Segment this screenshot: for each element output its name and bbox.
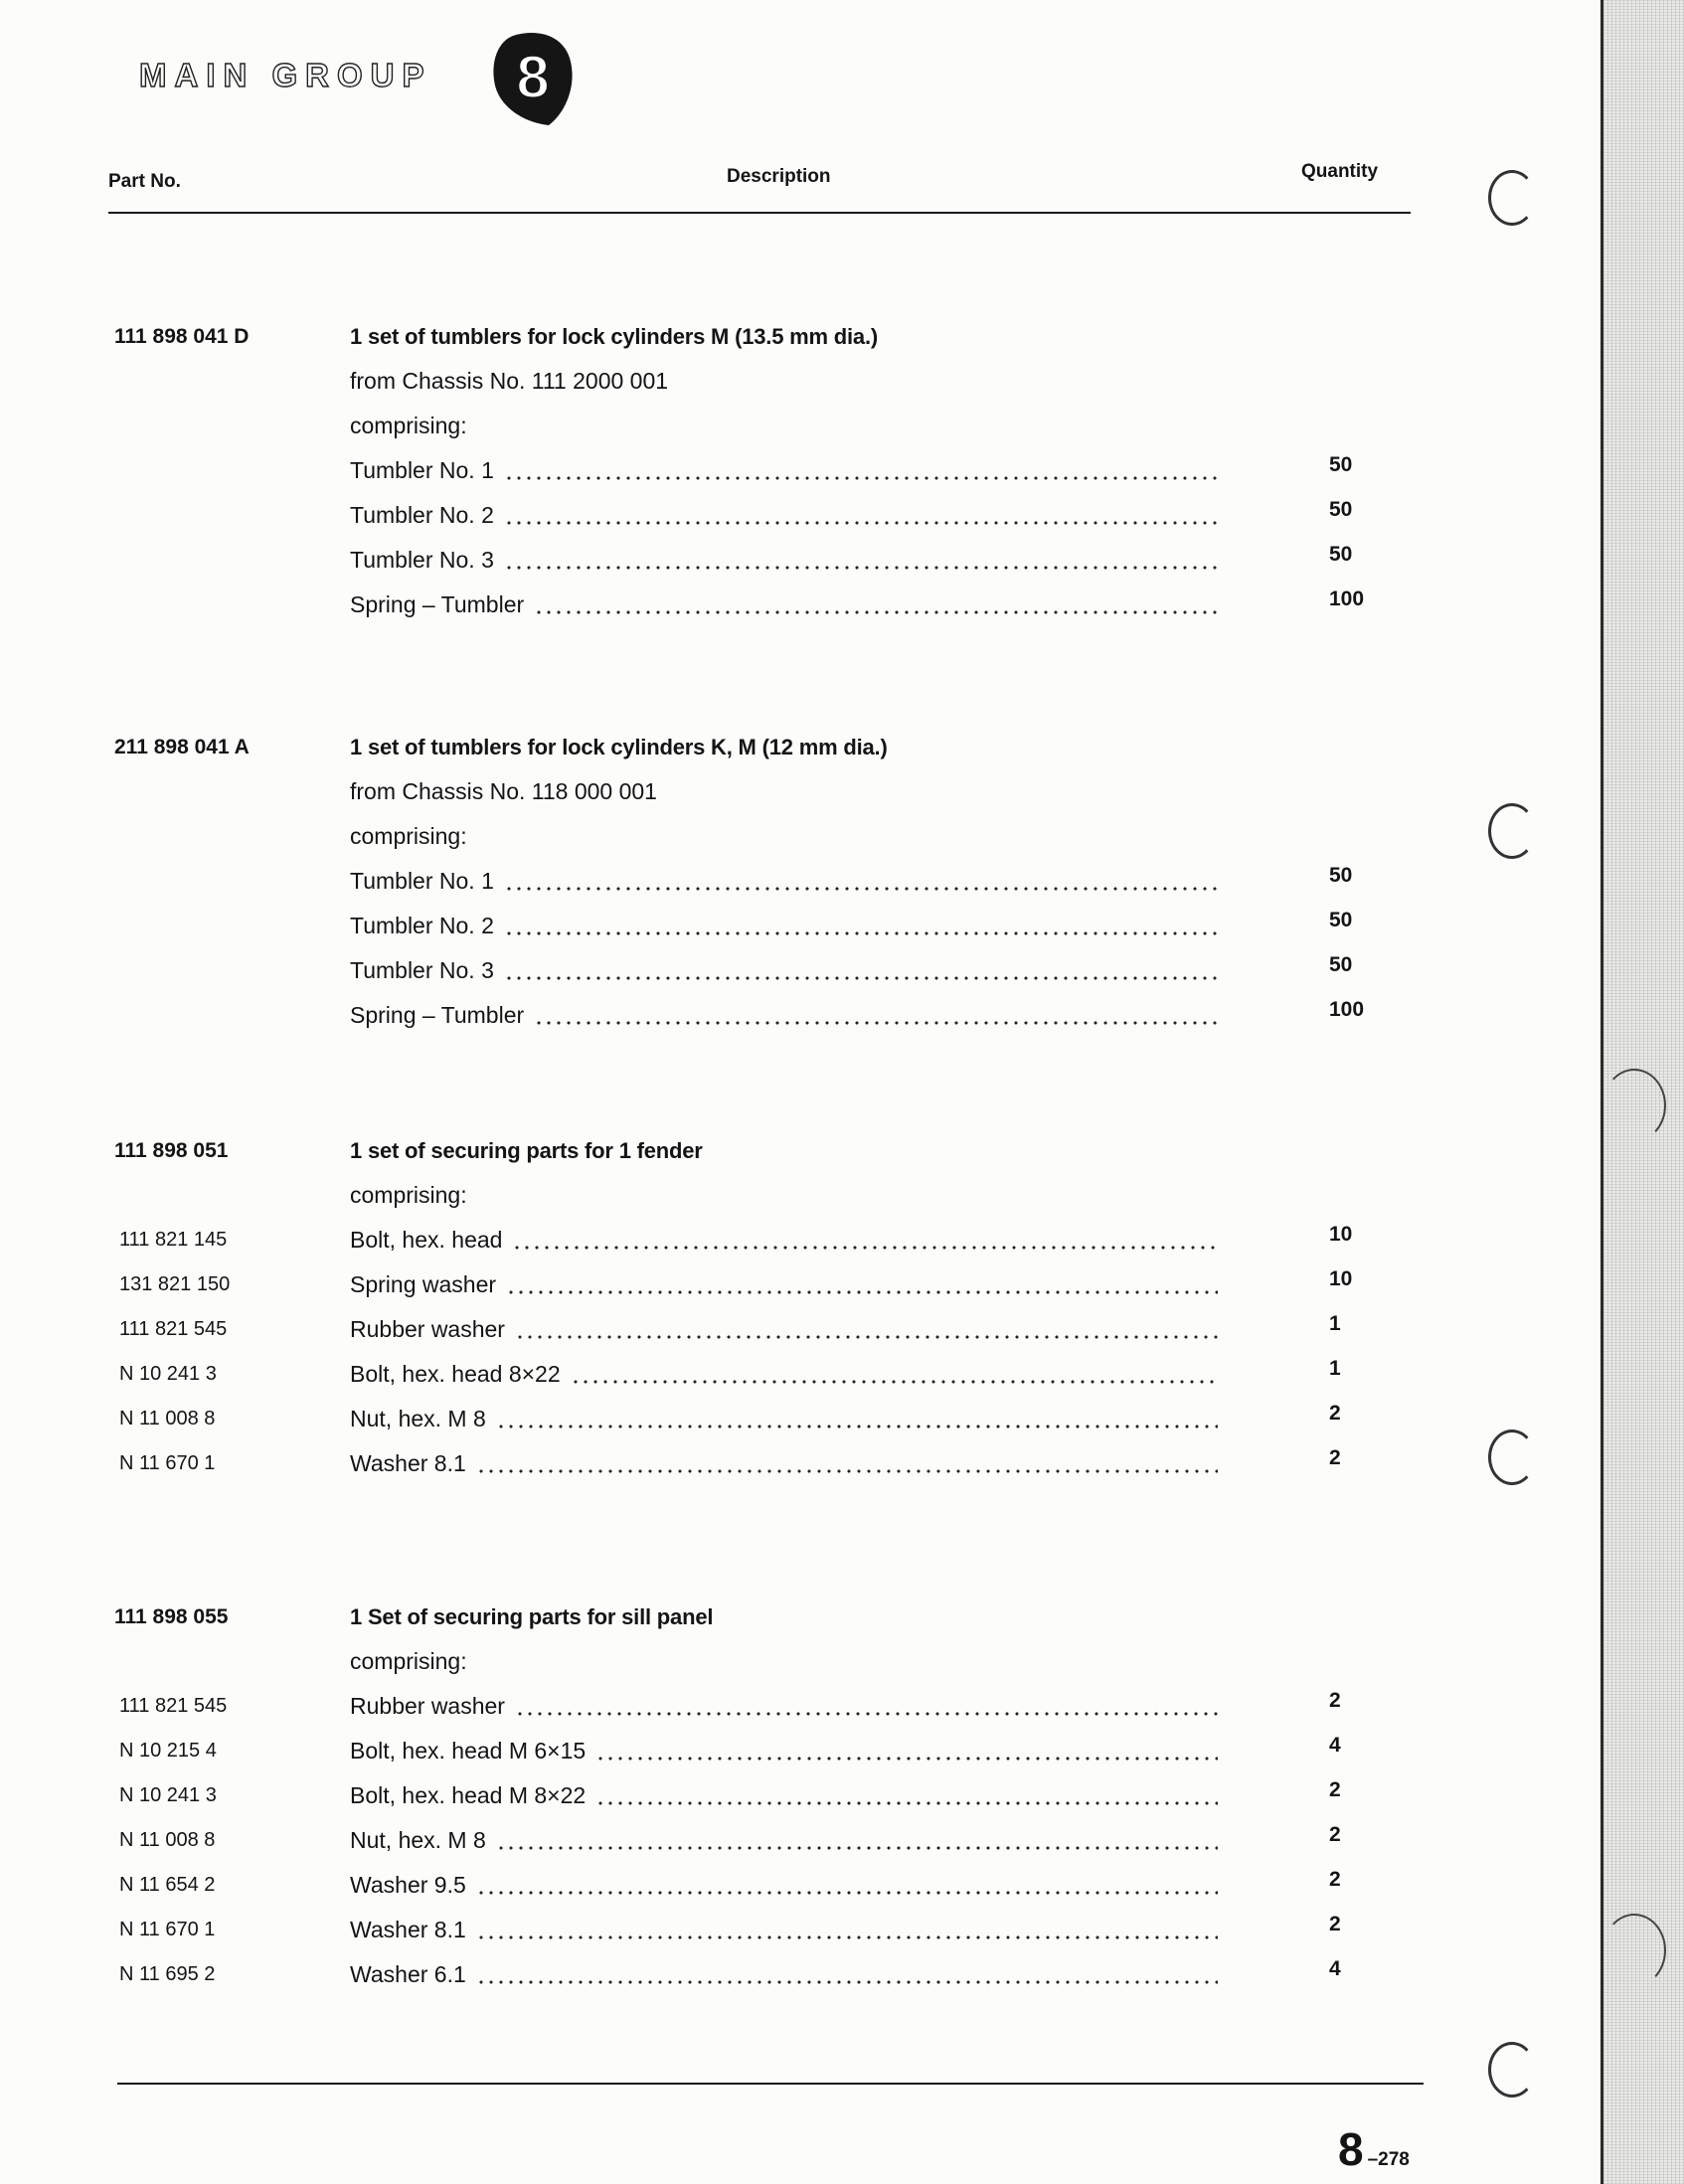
item-description-text: Washer 8.1 [350,1917,466,1942]
page-edge-arc [1602,1914,1666,1987]
item-description [350,993,1218,1038]
item-description-text: Tumbler No. 3 [350,957,494,983]
dot-leader [595,1801,1218,1805]
group-number: 8 [516,44,550,110]
comprising-row [0,1639,1491,1684]
dot-leader [534,610,1218,614]
item-description-text: Washer 9.5 [350,1872,466,1898]
part-number: N 11 670 1 [119,1919,216,1940]
dot-leader [496,1846,1218,1850]
set-title: 1 set of securing parts for 1 fender [350,1137,703,1163]
item-description-text: Washer 8.1 [350,1450,466,1476]
item-description [350,1307,1218,1352]
quantity: 4 [1329,1734,1341,1757]
set-title-cell [350,1595,1218,1639]
comprising-cell [350,404,1218,448]
set-title-cell [350,1128,1218,1173]
page-edge-arc [1602,1069,1666,1142]
comprising-cell [350,1639,1218,1684]
quantity: 2 [1329,1689,1341,1712]
list-item [0,1684,1491,1729]
part-number: N 11 008 8 [119,1829,216,1851]
quantity: 50 [1329,453,1353,476]
dot-leader [476,1469,1218,1473]
comprising-cell [350,814,1218,859]
set-part-number: 111 898 051 [114,1139,229,1162]
dot-leader [515,1712,1218,1716]
binder-hole [1488,1429,1536,1485]
list-item [0,1952,1491,1997]
item-description [350,904,1218,948]
item-description [350,1952,1218,1997]
item-description [350,1818,1218,1863]
quantity: 10 [1329,1223,1353,1246]
list-item [0,904,1491,948]
parts-set-group [0,314,1491,627]
set-title: 1 set of tumblers for lock cylinders K, M (12 mm dia.) [350,734,888,759]
dot-leader [504,476,1218,480]
item-description-text: Washer 6.1 [350,1961,466,1987]
item-description [350,448,1218,493]
item-description-text: Bolt, hex. head M 6×15 [350,1738,587,1764]
quantity: 100 [1329,998,1365,1021]
page-number-sub: –278 [1367,2149,1410,2170]
item-description [350,1773,1218,1818]
set-header-row [0,1128,1491,1173]
list-item [0,993,1491,1038]
quantity: 1 [1329,1312,1341,1335]
binder-hole [1488,803,1536,859]
main-group-label: MAIN GROUP [139,57,432,93]
part-number: N 11 008 8 [119,1408,216,1429]
dot-leader [571,1380,1218,1384]
dot-leader [504,931,1218,935]
item-description-text: Bolt, hex. head M 8×22 [350,1782,587,1808]
part-number: 111 821 545 [119,1695,228,1717]
item-description [350,859,1218,904]
list-item [0,1729,1491,1773]
item-description [350,1397,1218,1441]
quantity: 50 [1329,543,1353,566]
quantity: 2 [1329,1913,1341,1935]
list-item [0,948,1491,993]
parts-set-group [0,1595,1491,1997]
part-number: N 10 241 3 [119,1363,217,1385]
quantity: 4 [1329,1957,1341,1980]
page-number-main: 8 [1338,2123,1364,2175]
list-item [0,1352,1491,1397]
dot-leader [504,887,1218,891]
parts-set-group [0,725,1491,1038]
binder-hole [1488,170,1536,226]
quantity: 2 [1329,1868,1341,1891]
comprising-row [0,1173,1491,1218]
item-description-text: Tumbler No. 2 [350,502,494,528]
part-number: 111 821 545 [119,1318,228,1340]
dot-leader [515,1335,1218,1339]
dot-leader [476,1891,1218,1895]
comprising-row [0,404,1491,448]
item-description-text: Bolt, hex. head 8×22 [350,1361,561,1387]
list-item [0,1773,1491,1818]
comprising-label: comprising: [350,1648,467,1674]
quantity: 1 [1329,1357,1341,1380]
set-title-cell [350,314,1218,359]
footer-divider [117,2083,1424,2085]
dot-leader [595,1757,1218,1761]
item-description-text: Tumbler No. 1 [350,868,494,894]
list-item [0,448,1491,493]
item-description [350,1863,1218,1908]
dot-leader [504,521,1218,525]
header-divider [108,212,1411,214]
dot-leader [476,1935,1218,1939]
list-item [0,1218,1491,1262]
part-number: N 11 695 2 [119,1963,216,1985]
set-header-row [0,314,1491,359]
set-subtitle-row [0,769,1491,814]
item-description [350,1684,1218,1729]
group-number-badge [491,30,575,127]
item-description [350,1908,1218,1952]
quantity: 50 [1329,498,1353,521]
item-description [350,1441,1218,1486]
set-subtitle-cell [350,359,1218,404]
quantity: 2 [1329,1446,1341,1469]
list-item [0,1397,1491,1441]
parts-set-group [0,1128,1491,1486]
set-header-row [0,1595,1491,1639]
set-title: 1 set of tumblers for lock cylinders M (13.5 mm dia.) [350,323,878,349]
dot-leader [476,1980,1218,1984]
list-item [0,493,1491,538]
item-description-text: Tumbler No. 3 [350,547,494,573]
item-description-text: Spring – Tumbler [350,1002,525,1028]
item-description [350,1352,1218,1397]
quantity: 100 [1329,588,1365,610]
item-description [350,1729,1218,1773]
quantity: 2 [1329,1823,1341,1846]
column-header-part-no: Part No. [108,171,181,192]
list-item [0,1818,1491,1863]
binder-hole [1488,2042,1536,2098]
comprising-label: comprising: [350,1182,467,1208]
column-header-quantity: Quantity [1301,161,1379,182]
set-subtitle: from Chassis No. 111 2000 001 [350,368,669,394]
list-item [0,1307,1491,1352]
set-subtitle: from Chassis No. 118 000 001 [350,778,657,804]
set-part-number: 111 898 041 D [114,325,250,348]
part-number: 131 821 150 [119,1273,231,1295]
set-subtitle-cell [350,769,1218,814]
list-item [0,1441,1491,1486]
item-description [350,948,1218,993]
list-item [0,1262,1491,1307]
item-description-text: Rubber washer [350,1316,505,1342]
list-item [0,538,1491,583]
set-title: 1 Set of securing parts for sill panel [350,1603,714,1629]
dot-leader [506,1290,1218,1294]
item-description-text: Tumbler No. 2 [350,913,494,938]
set-part-number: 211 898 041 A [114,736,250,758]
list-item [0,1863,1491,1908]
list-item [0,1908,1491,1952]
quantity: 10 [1329,1267,1353,1290]
set-title-cell [350,725,1218,769]
dot-leader [504,566,1218,570]
item-description-text: Spring washer [350,1271,497,1297]
item-description-text: Bolt, hex. head [350,1227,503,1253]
item-description-text: Rubber washer [350,1693,505,1719]
quantity: 50 [1329,864,1353,887]
part-number: N 11 654 2 [119,1874,216,1896]
item-description [350,583,1218,627]
quantity: 2 [1329,1402,1341,1425]
set-part-number: 111 898 055 [114,1605,229,1628]
part-number: N 11 670 1 [119,1452,216,1474]
comprising-row [0,814,1491,859]
comprising-cell [350,1173,1218,1218]
dot-leader [512,1246,1218,1250]
item-description-text: Nut, hex. M 8 [350,1406,486,1431]
dot-leader [534,1021,1218,1025]
set-header-row [0,725,1491,769]
item-description-text: Tumbler No. 1 [350,457,494,483]
part-number: 111 821 145 [119,1229,228,1251]
dot-leader [504,976,1218,980]
item-description [350,538,1218,583]
dot-leader [496,1425,1218,1428]
item-description-text: Nut, hex. M 8 [350,1827,486,1853]
item-description [350,1218,1218,1262]
quantity: 2 [1329,1778,1341,1801]
set-subtitle-row [0,359,1491,404]
item-description [350,1262,1218,1307]
quantity: 50 [1329,953,1353,976]
item-description [350,493,1218,538]
comprising-label: comprising: [350,413,467,438]
comprising-label: comprising: [350,823,467,849]
part-number: N 10 241 3 [119,1784,217,1806]
page-number [1338,2123,1410,2175]
item-description-text: Spring – Tumbler [350,591,525,617]
part-number: N 10 215 4 [119,1740,217,1762]
column-header-description: Description [727,166,831,187]
list-item [0,859,1491,904]
list-item [0,583,1491,627]
quantity: 50 [1329,909,1353,931]
